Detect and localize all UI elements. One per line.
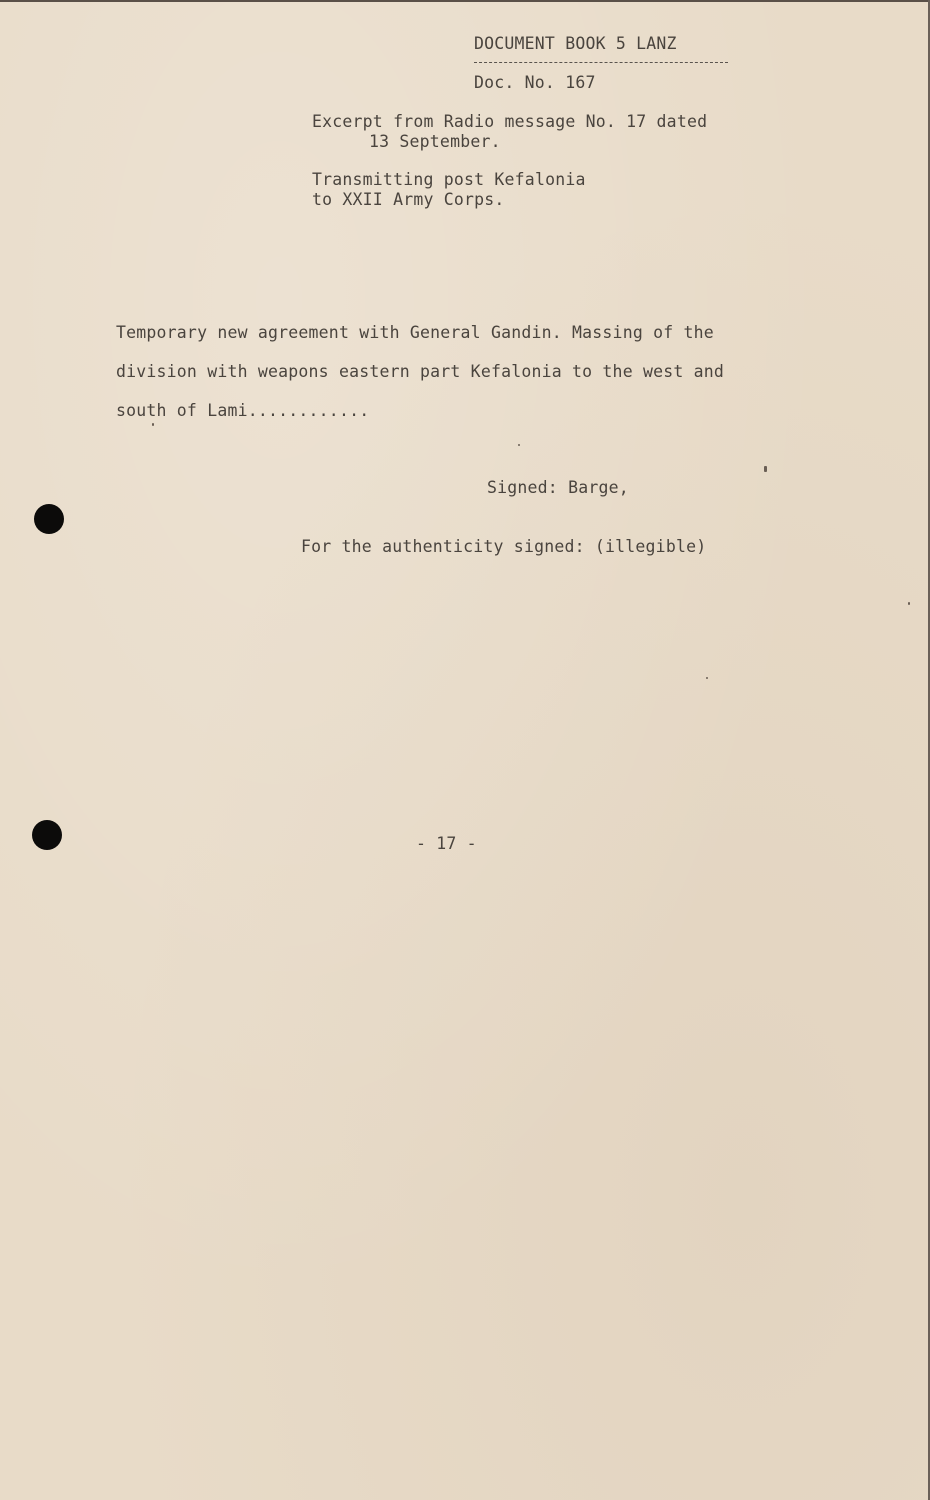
excerpt-line-1: Excerpt from Radio message No. 17 dated: [312, 112, 708, 131]
document-number: Doc. No. 167: [474, 73, 596, 92]
header-dashed-rule: [474, 62, 728, 63]
message-body-line-1: Temporary new agreement with General Gandin. Massing of the: [116, 323, 714, 342]
paper-speck: [908, 602, 910, 605]
page-top-edge: [0, 0, 930, 2]
paper-speck: [518, 444, 520, 446]
signed-line: Signed: Barge,: [487, 478, 629, 497]
transmission-line-2: to XXII Army Corps.: [312, 190, 505, 209]
message-body-line-2: division with weapons eastern part Kefalonia to the west and: [116, 362, 725, 381]
paper-speck: [706, 677, 708, 679]
punch-hole-upper: [34, 504, 64, 534]
paper-speck: [764, 466, 767, 472]
paper-speck: [152, 423, 154, 426]
transmission-line-1: Transmitting post Kefalonia: [312, 170, 586, 189]
message-body-line-3: south of Lami............: [116, 401, 370, 420]
page-number: - 17 -: [416, 834, 477, 853]
punch-hole-lower: [32, 820, 62, 850]
excerpt-line-2: 13 September.: [369, 132, 501, 151]
authenticity-line: For the authenticity signed: (illegible): [301, 537, 707, 556]
document-book-title: DOCUMENT BOOK 5 LANZ: [474, 34, 677, 53]
